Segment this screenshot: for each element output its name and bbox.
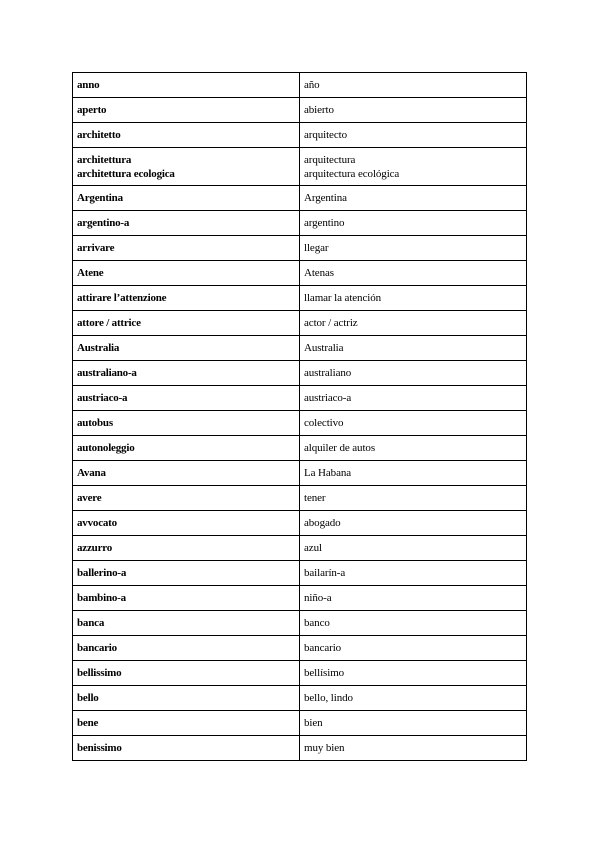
italian-term: arrivare — [77, 241, 115, 254]
italian-term: aperto — [77, 103, 107, 116]
spanish-translation-cell — [300, 211, 527, 236]
table-row — [73, 436, 527, 461]
spanish-translation-cell — [300, 386, 527, 411]
spanish-translation-cell — [300, 123, 527, 148]
spanish-translation-cell — [300, 461, 527, 486]
spanish-translation: niño-a — [304, 591, 332, 604]
vocabulary-table — [72, 72, 527, 761]
table-row — [73, 536, 527, 561]
table-row — [73, 98, 527, 123]
spanish-translation: arquitectura ecológica — [304, 167, 400, 180]
spanish-translation: alquiler de autos — [304, 441, 375, 454]
table-row — [73, 611, 527, 636]
table-row — [73, 311, 527, 336]
table-row — [73, 686, 527, 711]
italian-term: Atene — [77, 266, 104, 279]
spanish-translation: colectivo — [304, 416, 344, 429]
table-row — [73, 261, 527, 286]
spanish-translation-cell — [300, 586, 527, 611]
spanish-translation: bellísimo — [304, 666, 345, 679]
table-row — [73, 561, 527, 586]
spanish-translation-cell — [300, 73, 527, 98]
spanish-translation: bailarín-a — [304, 566, 346, 579]
spanish-translation-cell — [300, 286, 527, 311]
vocabulary-table-body — [73, 73, 527, 761]
spanish-translation: actor / actriz — [304, 316, 358, 329]
italian-term: azzurro — [77, 541, 113, 554]
spanish-translation: Argentina — [304, 191, 347, 204]
spanish-translation: Australia — [304, 341, 344, 354]
italian-term-cell — [73, 561, 300, 586]
spanish-translation: tener — [304, 491, 326, 504]
italian-term-cell — [73, 261, 300, 286]
spanish-translation: arquitectura — [304, 153, 356, 166]
italian-term: bello — [77, 691, 99, 704]
spanish-translation-cell — [300, 711, 527, 736]
spanish-translation: argentino — [304, 216, 345, 229]
italian-term: argentino-a — [77, 216, 130, 229]
spanish-translation-cell — [300, 736, 527, 761]
table-row — [73, 411, 527, 436]
italian-term: bellissimo — [77, 666, 122, 679]
italian-term: banca — [77, 616, 105, 629]
italian-term-cell — [73, 98, 300, 123]
italian-term-cell — [73, 73, 300, 98]
spanish-translation-cell — [300, 561, 527, 586]
table-row — [73, 236, 527, 261]
spanish-translation: banco — [304, 616, 330, 629]
table-row — [73, 486, 527, 511]
table-row — [73, 286, 527, 311]
italian-term-cell — [73, 336, 300, 361]
italian-term-cell — [73, 236, 300, 261]
spanish-translation-cell — [300, 311, 527, 336]
italian-term: architettura — [77, 153, 132, 166]
italian-term: benissimo — [77, 741, 122, 754]
table-row — [73, 123, 527, 148]
spanish-translation: azul — [304, 541, 322, 554]
italian-term: autonoleggio — [77, 441, 135, 454]
italian-term-cell — [73, 286, 300, 311]
italian-term-cell — [73, 586, 300, 611]
spanish-translation-cell — [300, 611, 527, 636]
table-row — [73, 211, 527, 236]
italian-term-cell — [73, 536, 300, 561]
italian-term: bancario — [77, 641, 117, 654]
spanish-translation-cell — [300, 511, 527, 536]
table-row — [73, 586, 527, 611]
italian-term: autobus — [77, 416, 113, 429]
italian-term: austriaco-a — [77, 391, 128, 404]
spanish-translation-cell — [300, 686, 527, 711]
spanish-translation-cell — [300, 261, 527, 286]
spanish-translation-cell — [300, 361, 527, 386]
spanish-translation-cell — [300, 436, 527, 461]
spanish-translation-cell — [300, 336, 527, 361]
table-row — [73, 386, 527, 411]
table-row — [73, 361, 527, 386]
spanish-translation-cell — [300, 411, 527, 436]
spanish-translation-cell — [300, 661, 527, 686]
table-row — [73, 186, 527, 211]
spanish-translation: austriaco-a — [304, 391, 352, 404]
italian-term: avvocato — [77, 516, 117, 529]
italian-term-cell — [73, 311, 300, 336]
italian-term-cell — [73, 148, 300, 186]
spanish-translation: muy bien — [304, 741, 345, 754]
table-row — [73, 336, 527, 361]
spanish-translation: La Habana — [304, 466, 352, 479]
table-row — [73, 461, 527, 486]
table-row — [73, 73, 527, 98]
spanish-translation-cell — [300, 486, 527, 511]
page-sheet — [72, 72, 526, 761]
italian-term-cell — [73, 123, 300, 148]
spanish-translation-cell — [300, 148, 527, 186]
spanish-translation-cell — [300, 186, 527, 211]
spanish-translation: bello, lindo — [304, 691, 353, 704]
italian-term: Avana — [77, 466, 106, 479]
spanish-translation: año — [304, 78, 320, 91]
table-row — [73, 711, 527, 736]
italian-term: ballerino-a — [77, 566, 127, 579]
italian-term-cell — [73, 661, 300, 686]
italian-term-cell — [73, 461, 300, 486]
italian-term-cell — [73, 386, 300, 411]
italian-term-cell — [73, 686, 300, 711]
italian-term: attore / attrice — [77, 316, 141, 329]
spanish-translation-cell — [300, 98, 527, 123]
spanish-translation-cell — [300, 536, 527, 561]
italian-term-cell — [73, 186, 300, 211]
spanish-translation: bancario — [304, 641, 342, 654]
italian-term: Argentina — [77, 191, 123, 204]
italian-term-cell — [73, 736, 300, 761]
italian-term: australiano-a — [77, 366, 137, 379]
table-row — [73, 636, 527, 661]
italian-term: architettura ecologica — [77, 167, 175, 180]
italian-term: avere — [77, 491, 102, 504]
italian-term: anno — [77, 78, 100, 91]
spanish-translation: australiano — [304, 366, 352, 379]
italian-term-cell — [73, 711, 300, 736]
italian-term-cell — [73, 361, 300, 386]
italian-term: bene — [77, 716, 99, 729]
spanish-translation: Atenas — [304, 266, 334, 279]
table-row — [73, 736, 527, 761]
italian-term-cell — [73, 611, 300, 636]
spanish-translation: llamar la atención — [304, 291, 381, 304]
italian-term: attirare l’attenzione — [77, 291, 167, 304]
spanish-translation: bien — [304, 716, 323, 729]
italian-term: architetto — [77, 128, 121, 141]
spanish-translation: abierto — [304, 103, 334, 116]
italian-term-cell — [73, 511, 300, 536]
italian-term: Australia — [77, 341, 120, 354]
italian-term-cell — [73, 636, 300, 661]
italian-term-cell — [73, 436, 300, 461]
table-row — [73, 661, 527, 686]
table-row — [73, 511, 527, 536]
spanish-translation: abogado — [304, 516, 341, 529]
italian-term-cell — [73, 211, 300, 236]
spanish-translation-cell — [300, 236, 527, 261]
italian-term: bambino-a — [77, 591, 126, 604]
table-row — [73, 148, 527, 186]
italian-term-cell — [73, 486, 300, 511]
spanish-translation: llegar — [304, 241, 329, 254]
spanish-translation: arquitecto — [304, 128, 347, 141]
italian-term-cell — [73, 411, 300, 436]
spanish-translation-cell — [300, 636, 527, 661]
